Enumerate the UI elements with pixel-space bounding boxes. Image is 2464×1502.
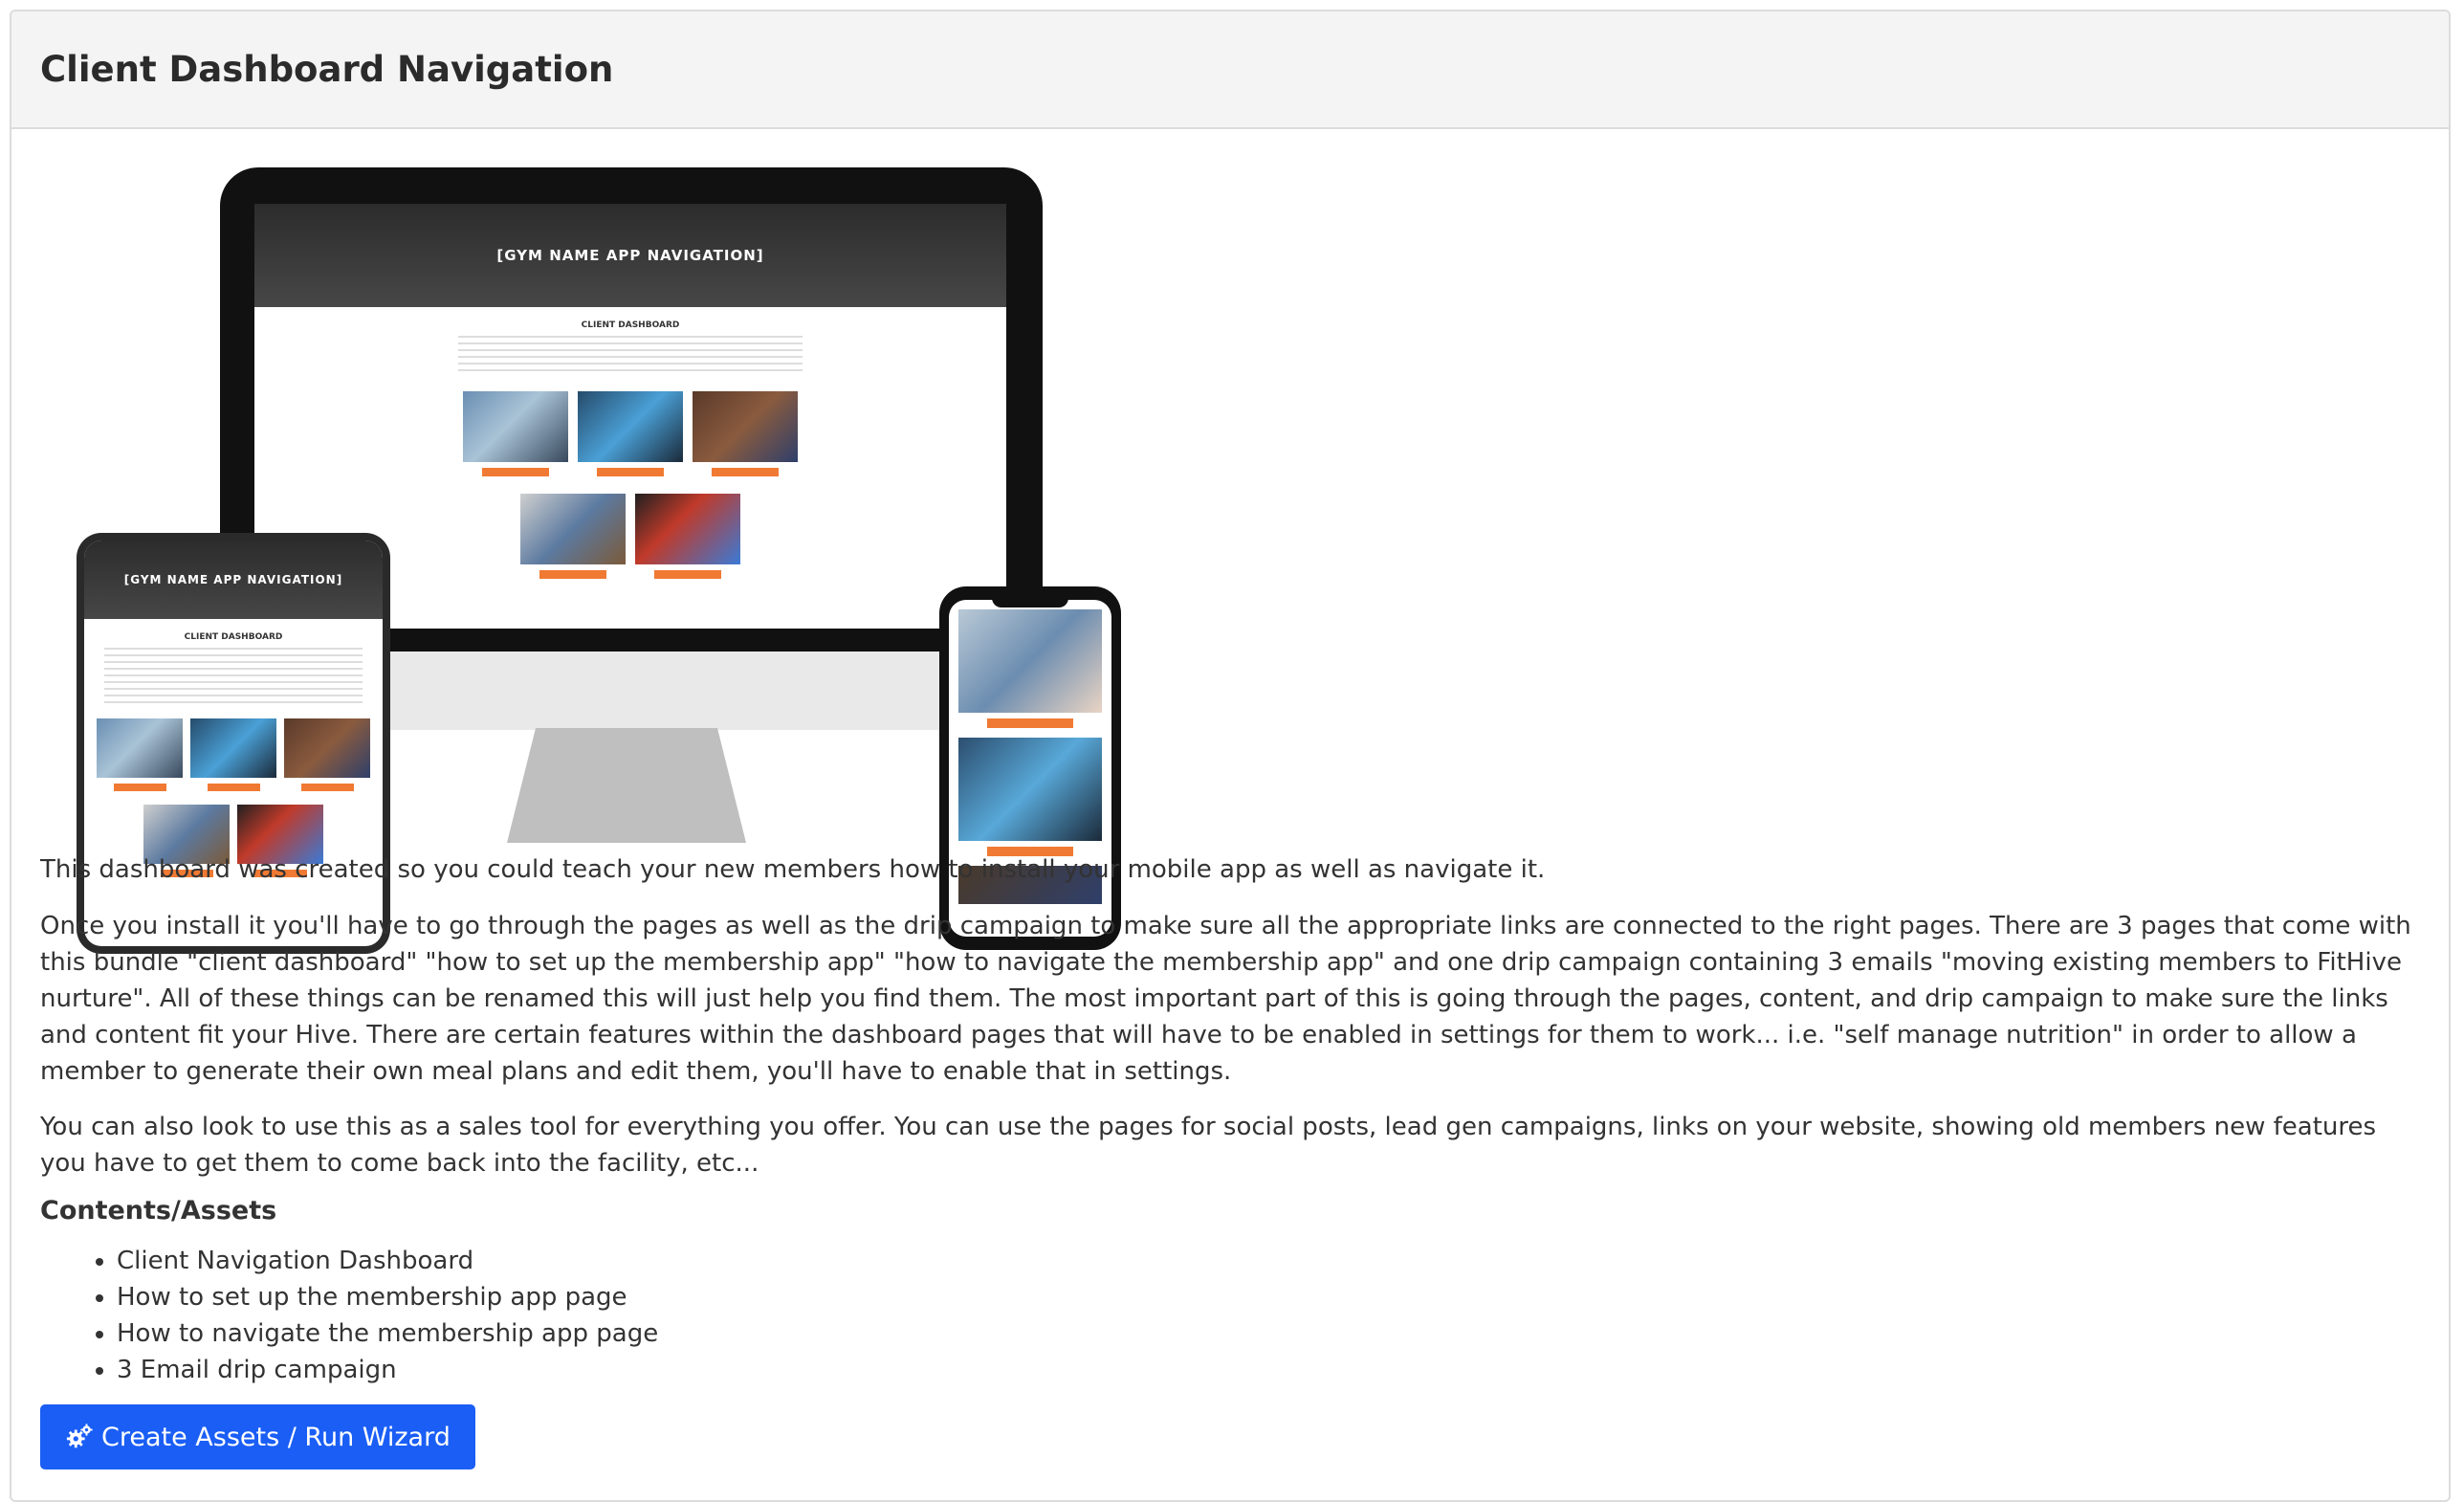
page-title: Client Dashboard Navigation (40, 49, 614, 90)
monitor-text-lines (458, 336, 803, 374)
list-item: • How to navigate the membership app page (117, 1315, 2422, 1352)
panel-card (10, 10, 2451, 1502)
tablet-thumb-row (84, 718, 383, 791)
phone-orange-button (987, 718, 1073, 728)
monitor-thumb-row (254, 391, 1006, 476)
monitor-thumb (463, 391, 568, 476)
tablet-thumb (97, 718, 183, 791)
list-item: • 3 Email drip campaign (117, 1352, 2422, 1388)
monitor-stand (507, 728, 746, 843)
run-wizard-label: Create Assets / Run Wizard (101, 1422, 451, 1452)
monitor-dashboard-title: CLIENT DASHBOARD (581, 320, 680, 330)
tablet-banner: [GYM NAME APP NAVIGATION] (84, 541, 383, 619)
monitor-banner: [GYM NAME APP NAVIGATION] (254, 204, 1006, 307)
tablet-thumb (190, 718, 276, 791)
monitor-thumb (693, 391, 798, 476)
tablet-thumb (284, 718, 370, 791)
intro-text: This dashboard was created so you could teach your new members how to install your mobile app as well as navigate it. (40, 855, 1546, 884)
panel-header (11, 11, 2449, 129)
cogs-icon (65, 1423, 94, 1451)
device-mockup-image (38, 154, 1129, 843)
monitor-thumb (578, 391, 683, 476)
list-item: • How to set up the membership app page (117, 1279, 2422, 1315)
details-text: Once you install it you'll have to go through the pages as well as the drip campaign to make sure all the appropriate links are connected to the right pages. There are 3 pages that come with this bundle "client dashboard" "how to set up the membership app" "how to navigate the membership app" and one drip campaign containing 3 emails "moving existing members to FitHive nurture". All of these things can be renamed this will just help you find them. The most important part of this is going through the pages, content, and drip campaign to make sure the links and content fit your Hive. There are certain features within the dashboard pages that will have to be enabled in settings for them to work... i.e. "self manage nutrition" in order to allow a member to generate their own meal plans and edit them, you'll have to enable that in settings. (40, 912, 2411, 1086)
contents-heading: Contents/Assets (40, 1196, 277, 1226)
assets-list (117, 1243, 2422, 1388)
monitor-thumb (520, 494, 626, 579)
tablet-dashboard-title: CLIENT DASHBOARD (184, 632, 283, 642)
monitor-thumb (635, 494, 740, 579)
list-item: • Client Navigation Dashboard (117, 1243, 2422, 1279)
sales-text: You can also look to use this as a sales tool for everything you offer. You can use the pages for social posts, lead gen campaigns, links on your website, showing old members new features you have to get them to come back into the facility, etc... (40, 1113, 2377, 1178)
description-area (40, 851, 2422, 1469)
tablet-text-lines (104, 648, 363, 705)
phone-image (958, 609, 1102, 713)
phone-image (958, 738, 1102, 841)
phone-notch (992, 592, 1068, 607)
run-wizard-button[interactable] (40, 1404, 475, 1469)
